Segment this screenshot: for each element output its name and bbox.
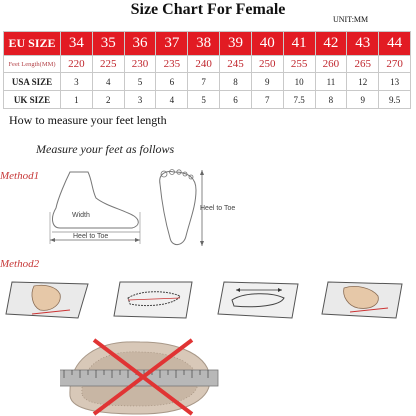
- table-cell: 1: [61, 91, 93, 109]
- table-cell: 220: [61, 56, 93, 73]
- method2-label: Method2: [0, 258, 40, 270]
- row-header: EU SIZE: [4, 32, 61, 56]
- table-cell: 44: [379, 32, 411, 56]
- row-header: Feet Length(MM): [4, 56, 61, 73]
- table-cell: 5: [124, 73, 156, 91]
- table-cell: 12: [347, 73, 379, 91]
- table-cell: 11: [315, 73, 347, 91]
- table-cell: 9: [251, 73, 283, 91]
- table-cell: 35: [92, 32, 124, 56]
- feet-length-row: [4, 56, 411, 73]
- table-cell: 5: [188, 91, 220, 109]
- table-cell: 240: [188, 56, 220, 73]
- table-cell: 13: [379, 73, 411, 91]
- chart-title: Size Chart For Female: [130, 1, 286, 18]
- table-cell: 270: [379, 56, 411, 73]
- table-cell: 230: [124, 56, 156, 73]
- table-cell: 6: [156, 73, 188, 91]
- table-cell: 245: [220, 56, 252, 73]
- table-cell: 235: [156, 56, 188, 73]
- table-cell: 3: [124, 91, 156, 109]
- table-cell: 255: [283, 56, 315, 73]
- wrong-measurement-image: [60, 336, 220, 416]
- table-cell: 2: [92, 91, 124, 109]
- table-cell: 7: [188, 73, 220, 91]
- table-cell: 34: [61, 32, 93, 56]
- method2-step1-image: [4, 278, 90, 320]
- width-label: Width: [72, 212, 90, 219]
- row-header: USA SIZE: [4, 73, 61, 91]
- size-table: [3, 31, 411, 109]
- table-cell: 9: [347, 91, 379, 109]
- usa-size-row: [4, 73, 411, 91]
- table-cell: 4: [92, 73, 124, 91]
- table-cell: 260: [315, 56, 347, 73]
- table-cell: 8: [315, 91, 347, 109]
- instructions-subheading: Measure your feet as follows: [36, 142, 175, 156]
- table-cell: 40: [251, 32, 283, 56]
- unit-label: UNIT:MM: [333, 15, 369, 24]
- uk-size-row: [4, 91, 411, 109]
- table-cell: 3: [61, 73, 93, 91]
- table-cell: 7: [251, 91, 283, 109]
- table-cell: 38: [188, 32, 220, 56]
- table-cell: 42: [315, 32, 347, 56]
- method1-label: Method1: [0, 170, 40, 182]
- table-cell: 4: [156, 91, 188, 109]
- table-cell: 250: [251, 56, 283, 73]
- row-header: UK SIZE: [4, 91, 61, 109]
- table-cell: 37: [156, 32, 188, 56]
- method2-step4-image: [320, 278, 406, 320]
- method2-step2-image: [110, 278, 196, 320]
- heel-to-toe-label-top: Heel to Toe: [200, 205, 236, 212]
- table-cell: 265: [347, 56, 379, 73]
- table-cell: 10: [283, 73, 315, 91]
- table-cell: 43: [347, 32, 379, 56]
- instructions-heading: How to measure your feet length: [9, 113, 167, 127]
- eu-size-row: [4, 32, 411, 56]
- table-cell: 39: [220, 32, 252, 56]
- table-cell: 9.5: [379, 91, 411, 109]
- table-cell: 41: [283, 32, 315, 56]
- table-cell: 225: [92, 56, 124, 73]
- table-cell: 8: [220, 73, 252, 91]
- heel-to-toe-label-side: Heel to Toe: [73, 233, 109, 240]
- table-cell: 6: [220, 91, 252, 109]
- table-cell: 36: [124, 32, 156, 56]
- method2-step3-image: [216, 278, 302, 320]
- table-cell: 7.5: [283, 91, 315, 109]
